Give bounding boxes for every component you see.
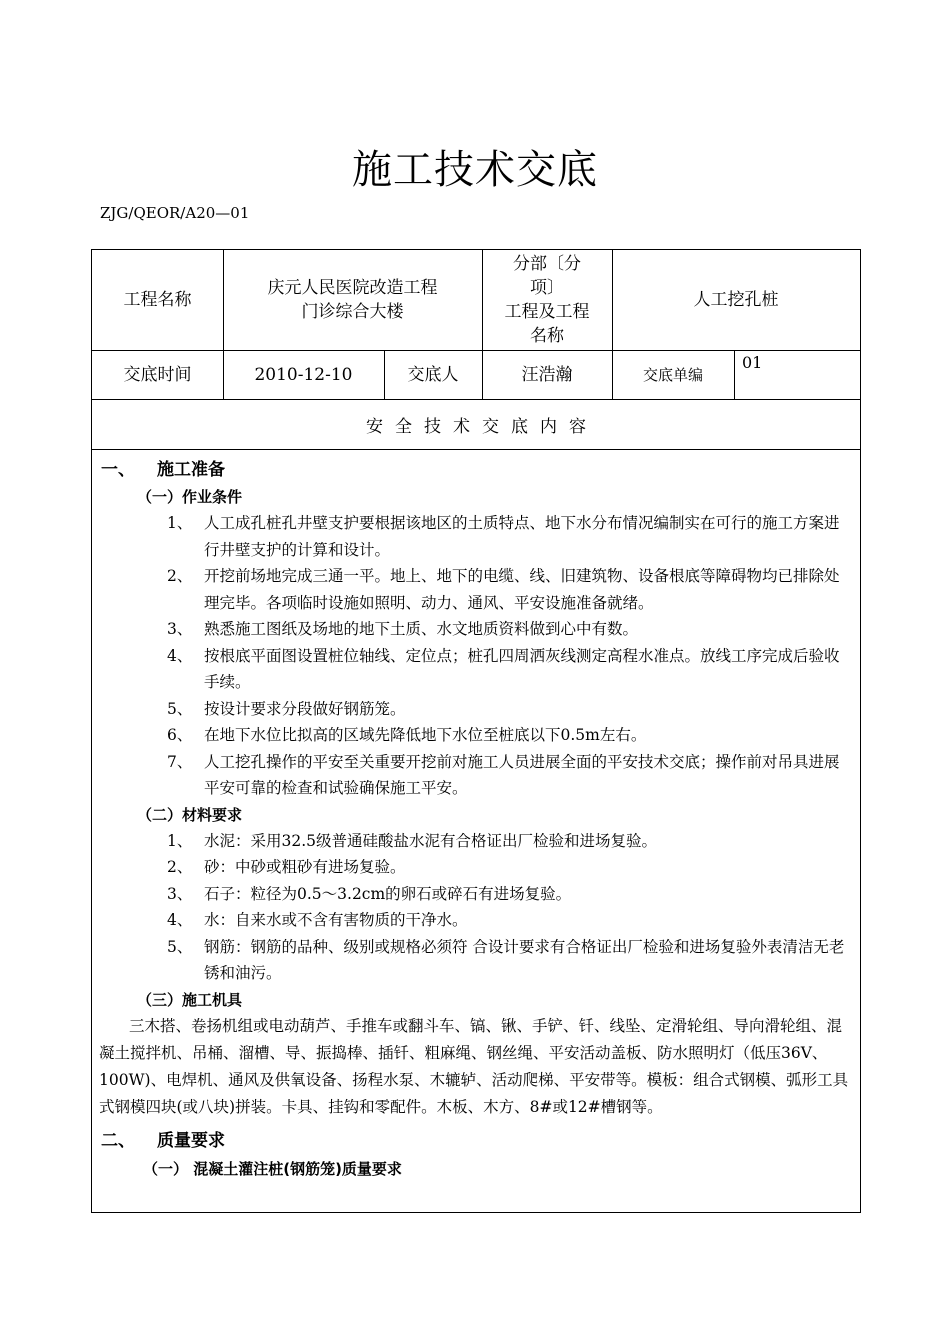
subsection-heading: （一）作业条件 — [137, 488, 243, 506]
serial-label: 交底单编 — [642, 365, 703, 384]
serial-value: 01 — [742, 353, 763, 372]
subsection-heading: （二）材料要求 — [137, 805, 243, 824]
equipment-paragraph: 三木搭、卷扬机组或电动葫芦、手推车或翻斗车、镐、锹、手铲、钎、线坠、定滑轮组、导向滑轮组、混凝土搅拌机、吊桶、溜槽、导、振捣棒、插钎、粗麻绳、钢丝绳、平安活动盖板、防水照明灯（低压36V、100W)、电焊机、通风及供氧设备、扬程水泵、木辘轳、活动爬梯、平安带等。模板：组合式钢模、弧形工具式钢模四块(或八块)拼装。卡具、挂钩和零配件。木板、木方、8#或12#槽钢等。 — [99, 1016, 849, 1116]
section-1-title: 施工准备 — [157, 460, 225, 480]
list-item: 5、 按设计要求分段做好钢筋笼。 — [167, 699, 406, 718]
list-item: 4、 水：自来水或不含有害物质的干净水。 — [167, 911, 468, 929]
list-item: 6、 在地下水位比拟高的区域先降低地下水位至桩底以下0.5m左右。 — [167, 726, 647, 744]
list-item: 4、 按根底平面图设置桩位轴线、定位点；桩孔四周洒灰线测定高程水准点。放线工序完成后验收手续。 — [167, 646, 840, 691]
content-body — [99, 456, 853, 1183]
list-item: 5、 钢筋：钢筋的品种、级别或规格必须符 合设计要求有合格证出厂检验和进场复验外表清洁无老锈和油污。 — [167, 937, 845, 982]
date-label: 交底时间 — [123, 364, 192, 385]
section-2-number: 二、 — [101, 1130, 135, 1151]
sub-project-label-line2: 项〕 — [530, 278, 564, 298]
section-2-heading — [99, 1127, 853, 1155]
sub-project-label-line1: 分部〔分 — [513, 254, 581, 274]
list-item: 2、 砂：中砂或粗砂有进场复验。 — [167, 858, 406, 876]
subsection-heading: （一） 混凝土灌注桩(钢筋笼)质量要求 — [143, 1159, 402, 1178]
section-1-heading — [99, 456, 853, 484]
list-item: 3、 熟悉施工图纸及场地的地下土质、水文地质资料做到心中有数。 — [167, 620, 639, 638]
page-title: 施工技术交底 — [352, 147, 598, 193]
content-header: 安全技术交底内容 — [366, 417, 598, 437]
list-item: 3、 石子：粒径为0.5～3.2cm的卵石或碎石有进场复验。 — [167, 884, 572, 903]
section-1-number: 一、 — [101, 460, 135, 480]
project-name-label: 工程名称 — [123, 290, 192, 310]
list-item: 1、 水泥：采用32.5级普通硅酸盐水泥有合格证出厂检验和进场复验。 — [167, 831, 658, 850]
list-item: 1、 人工成孔桩孔井壁支护要根据该地区的土质特点、地下水分布情况编制实在可行的施工方案进行井壁支护的计算和设计。 — [167, 514, 840, 559]
sub-project-label-line3: 工程及工程 — [504, 302, 590, 322]
list-item: 2、 开挖前场地完成三通一平。地上、地下的电缆、线、旧建筑物、设备根底等障碍物均已排除处理完毕。各项临时设施如照明、动力、通风、平安设施准备就绪。 — [167, 567, 840, 612]
list-item: 7、 人工挖孔操作的平安至关重要开挖前对施工人员进展全面的平安技术交底；操作前对吊具进展平安可靠的检查和试验确保施工平安。 — [167, 752, 840, 797]
section-2-title: 质量要求 — [157, 1130, 225, 1151]
date-value: 2010-12-10 — [254, 364, 353, 385]
project-name-line1: 庆元人民医院改造工程 — [267, 278, 438, 298]
document-code: ZJG/QEOR/A20—01 — [100, 204, 250, 222]
sub-project-value: 人工挖孔桩 — [693, 290, 779, 310]
person-label: 交底人 — [407, 364, 459, 385]
sub-project-label-line4: 名称 — [530, 326, 564, 346]
person-value: 汪浩瀚 — [521, 364, 573, 385]
subsection-heading: （三）施工机具 — [137, 990, 243, 1009]
project-name-line2: 门诊综合大楼 — [301, 302, 404, 322]
